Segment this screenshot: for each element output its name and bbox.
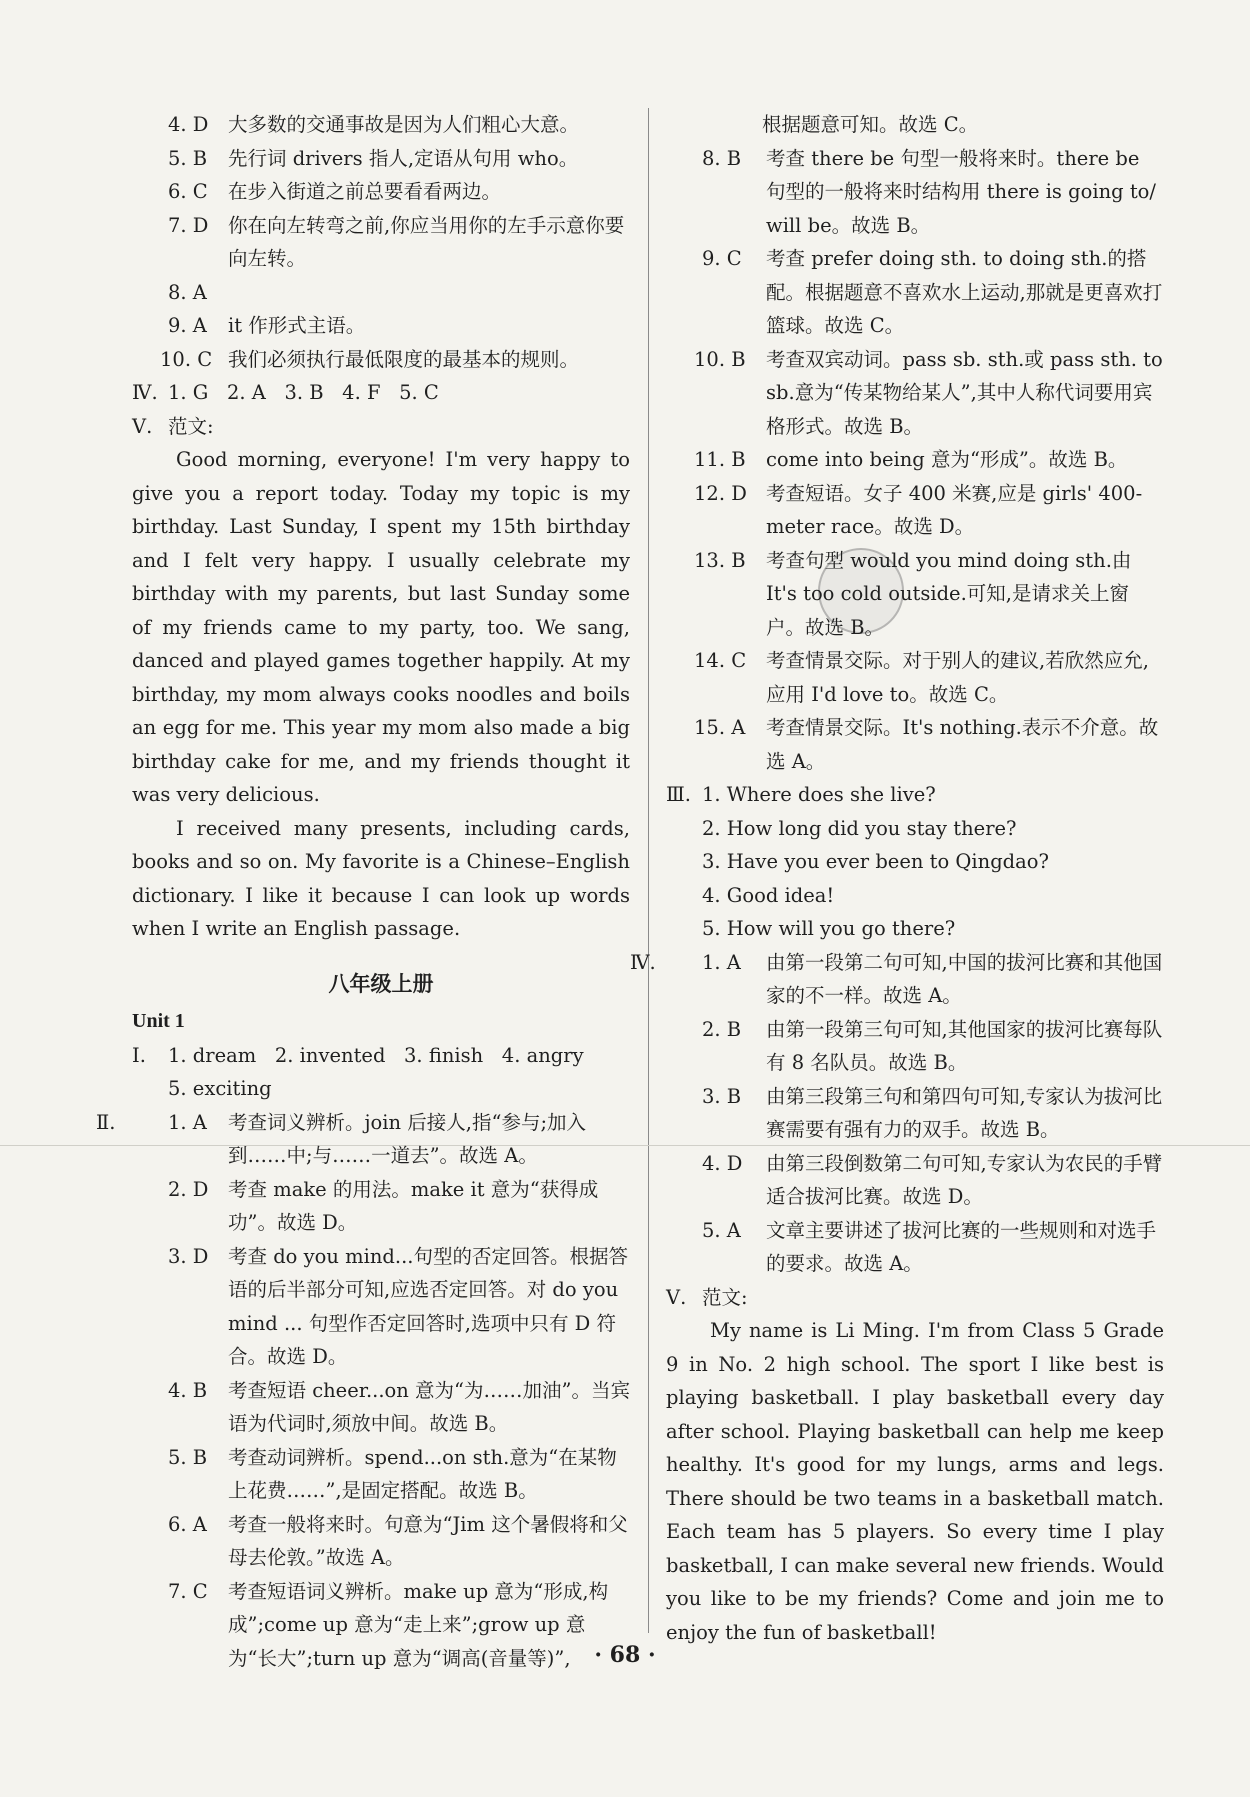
section-v-label — [132, 410, 630, 444]
answer-item — [666, 1013, 1164, 1080]
answer-explanation: 考查句型 would you mind doing sth.由 It's too cold outside.可知,是请求关上窗户。故选 B。 — [766, 548, 1132, 639]
roman-numeral: Ⅰ. — [132, 1043, 146, 1067]
answer-text: 1. Where does she live? — [702, 783, 936, 806]
section-iv-answers — [132, 376, 630, 410]
answer-number: 10. C — [160, 347, 213, 371]
answer-number: 7. D — [168, 213, 209, 237]
roman-numeral: Ⅲ. — [666, 783, 692, 806]
answer-explanation: 考查动词辨析。spend...on sth.意为“在某物上花费……”,是固定搭配。故选 B。 — [228, 1445, 617, 1502]
answer-item — [630, 946, 1164, 1013]
section-label: 范文: — [168, 414, 214, 438]
answer-explanation: 由第三段第三句和第四句可知,专家认为拔河比赛需要有强有力的双手。故选 B。 — [766, 1084, 1163, 1141]
answer-explanation: 在步入街道之前总要看看两边。 — [228, 180, 502, 203]
answer-item — [666, 242, 1164, 343]
answer-number: 15. A — [694, 716, 746, 739]
answer-explanation: 考查 do you mind...句型的否定回答。根据答语的后半部分可知,应选否定回答。对 do you mind ... 句型作否定回答时,选项中只有 D 符合。故选 D。 — [228, 1244, 628, 1368]
answer-item — [666, 477, 1164, 544]
answer-number: 1. A — [168, 1110, 207, 1134]
answer-number: 7. C — [168, 1579, 208, 1603]
answer-number: 5. A — [702, 1218, 741, 1242]
answer-item — [96, 1106, 630, 1173]
answer-item — [132, 343, 630, 377]
answer-number: 9. A — [168, 314, 207, 337]
answer-item — [666, 644, 1164, 711]
answer-number: 13. B — [694, 548, 746, 572]
answer-number: 2. B — [702, 1017, 742, 1041]
roman-numeral: Ⅳ. — [132, 381, 158, 404]
answer-text: 3. Have you ever been to Qingdao? — [702, 850, 1049, 873]
answer-explanation: 大多数的交通事故是因为人们粗心大意。 — [228, 113, 580, 136]
answer-item — [132, 108, 630, 142]
answer-number: 12. D — [694, 481, 747, 505]
answer-number: 2. D — [168, 1177, 209, 1201]
answer-item — [132, 1240, 630, 1374]
answer-number: 4. D — [702, 1151, 743, 1175]
answer-item — [666, 912, 1164, 946]
answer-number: 10. B — [694, 347, 746, 371]
answer-explanation: 考查短语词义辨析。make up 意为“形成,构成”;come up 意为“走上来”;grow up 意为“长大”;turn up 意为“调高(音量等)”, — [228, 1579, 609, 1670]
answer-item — [132, 1374, 630, 1441]
roman-numeral: Ⅳ. — [630, 950, 656, 974]
answer-explanation: 考查 prefer doing sth. to doing sth.的搭配。根据题意不喜欢水上运动,那就是更喜欢打篮球。故选 C。 — [766, 247, 1163, 337]
answer-item — [132, 1441, 630, 1508]
page-number: · 68 · — [594, 1642, 656, 1668]
answer-number: 3. D — [168, 1244, 209, 1268]
left-column — [96, 108, 630, 1675]
answer-number: 9. C — [702, 247, 742, 270]
answer-item — [666, 1214, 1164, 1281]
essay-paragraph: My name is Li Ming. I'm from Class 5 Grade 9 in No. 2 high school. The sport I like best is playing basketball. I play basketball every day after school. Playing basketball can help me keep healthy. It's good for my lungs, arms and legs. There should be two teams in a basketball match. Each team has 5 players. So every time I play basketball, I can make several new friends. Would you like to be my friends? Come and join me to enjoy the fun of basketball! — [666, 1319, 1164, 1644]
answer-item — [666, 1147, 1164, 1214]
answer-number: 8. B — [702, 146, 742, 170]
answer-explanation: 考查情景交际。It's nothing.表示不介意。故选 A。 — [766, 716, 1159, 773]
answer-item — [132, 175, 630, 209]
answer-explanation: 先行词 drivers 指人,定语从句用 who。 — [228, 146, 579, 170]
answer-number: 14. C — [694, 649, 747, 672]
answer-number: 4. D — [168, 113, 209, 136]
answer-explanation: 考查短语。女子 400 米赛,应是 girls' 400-meter race。故选 D。 — [766, 481, 1143, 538]
roman-numeral: Ⅱ. — [96, 1110, 116, 1134]
answer-item — [132, 209, 630, 276]
answer-text: 5. How will you go there? — [702, 917, 956, 940]
answer-explanation: 考查情景交际。对于别人的建议,若欣然应允,应用 I'd love to。故选 C。 — [766, 649, 1149, 706]
essay-paragraph: I received many presents, including cards, books and so on. My favorite is a Chinese–English dictionary. I like it because I can look up words when I write an English passage. — [132, 816, 630, 940]
roman-numeral: Ⅴ. — [132, 414, 153, 438]
answer-item — [132, 142, 630, 176]
roman-numeral: Ⅴ. — [666, 1285, 687, 1309]
answer-number: 3. B — [702, 1084, 742, 1108]
answer-explanation: 由第一段第三句可知,其他国家的拔河比赛每队有 8 名队员。故选 B。 — [766, 1017, 1163, 1074]
answer-explanation: it 作形式主语。 — [228, 314, 366, 337]
answer-item — [666, 142, 1164, 243]
answer-item — [132, 1173, 630, 1240]
answer-text: 5. exciting — [168, 1077, 272, 1100]
answer-item — [666, 778, 1164, 812]
unit-i-answers — [132, 1039, 630, 1073]
answer-explanation: 考查 there be 句型一般将来时。there be 句型的一般将来时结构用 there is going to/ will be。故选 B。 — [766, 146, 1156, 237]
answer-explanation: come into being 意为“形成”。故选 B。 — [766, 448, 1128, 471]
left-answer-list — [132, 108, 630, 376]
answer-text: 1. dream 2. invented 3. finish 4. angry — [168, 1043, 584, 1067]
answer-number: 6. C — [168, 180, 208, 203]
answer-explanation: 我们必须执行最低限度的最基本的规则。 — [228, 347, 580, 371]
answer-item — [666, 812, 1164, 846]
answer-item — [666, 1080, 1164, 1147]
answer-text: 1. G 2. A 3. B 4. F 5. C — [168, 381, 439, 404]
answer-explanation: 文章主要讲述了拔河比赛的一些规则和对选手的要求。故选 A。 — [766, 1218, 1157, 1275]
answer-item — [666, 711, 1164, 778]
answer-number: 1. A — [702, 950, 741, 974]
answer-item — [666, 845, 1164, 879]
answer-item — [666, 879, 1164, 913]
answer-number: 5. B — [168, 146, 208, 170]
answer-explanation: 考查双宾动词。pass sb. sth.或 pass sth. to sb.意为“传某物给某人”,其中人称代词要用宾格形式。故选 B。 — [766, 347, 1163, 438]
section-heading: 八年级上册 — [328, 971, 434, 996]
answer-text: 4. Good idea! — [702, 883, 835, 907]
answer-item — [666, 443, 1164, 477]
essay-paragraph: Good morning, everyone! I'm very happy to give you a report today. Today my topic is my birthday. Last Sunday, I spent my 15th birthday and I felt very happy. I usually celebrate my birthday with my parents, but last Sunday some of my friends came to my party, too. We sang, danced and played games together happily. At my birthday, my mom always cooks noodles and boils an egg for me. This year my mom also made a big birthday cake for me, and my friends thought it was very delicious. — [132, 448, 630, 806]
answer-item — [132, 276, 630, 310]
section-label: 范文: — [702, 1285, 748, 1309]
answer-number: 4. B — [168, 1378, 208, 1402]
unit-ii-answers — [96, 1106, 630, 1676]
answer-number: 6. A — [168, 1512, 207, 1536]
section-v-label — [666, 1281, 1164, 1315]
answer-item — [132, 309, 630, 343]
section-iii-answers — [666, 778, 1164, 946]
answer-explanation: 考查 make 的用法。make it 意为“获得成功”。故选 D。 — [228, 1177, 599, 1234]
answer-item — [666, 343, 1164, 444]
unit-title: Unit 1 — [132, 1010, 185, 1032]
answer-item — [666, 544, 1164, 645]
answer-explanation: 由第一段第二句可知,中国的拔河比赛和其他国家的不一样。故选 A。 — [766, 950, 1163, 1007]
answer-number: 11. B — [694, 448, 746, 471]
answer-text: 2. How long did you stay there? — [702, 816, 1017, 840]
answer-explanation: 你在向左转弯之前,你应当用你的左手示意你要向左转。 — [228, 213, 625, 270]
column-divider — [648, 108, 649, 1633]
answer-number: 5. B — [168, 1445, 208, 1469]
answer-explanation: 考查词义辨析。join 后接人,指“参与;加入到……中;与……一道去”。故选 A。 — [228, 1110, 587, 1167]
continued-text: 根据题意可知。故选 C。 — [762, 113, 979, 136]
section-iv-reading-answers — [630, 946, 1164, 1281]
answer-explanation: 考查一般将来时。句意为“Jim 这个暑假将和父母去伦敦。”故选 A。 — [228, 1512, 628, 1569]
right-answer-list — [666, 142, 1164, 779]
answer-explanation: 考查短语 cheer...on 意为“为……加油”。当宾语为代词时,须放中间。故选 B。 — [228, 1378, 630, 1435]
right-column — [630, 108, 1164, 1649]
answer-item — [132, 1508, 630, 1575]
answer-explanation: 由第三段倒数第二句可知,专家认为农民的手臂适合拔河比赛。故选 D。 — [766, 1151, 1163, 1208]
answer-number: 8. A — [168, 280, 207, 304]
